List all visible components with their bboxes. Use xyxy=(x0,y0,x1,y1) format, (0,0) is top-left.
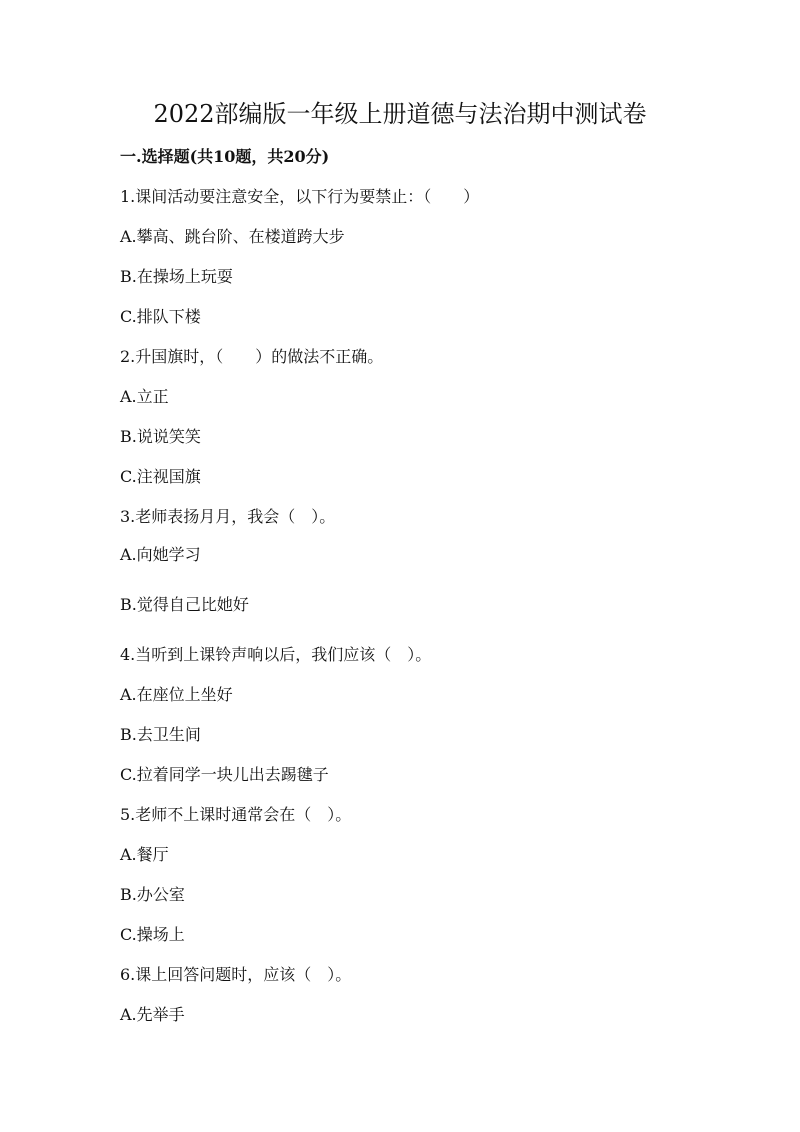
q5-option-a: A.餐厅 xyxy=(120,845,169,864)
question-3: 3.老师表扬月月，我会（ ）。 xyxy=(120,507,336,526)
question-4: 4.当听到上课铃声响以后，我们应该（ ）。 xyxy=(120,645,432,664)
q1-option-c: C.排队下楼 xyxy=(120,307,201,326)
q3-option-a: A.向她学习 xyxy=(120,545,201,564)
question-2: 2.升国旗时，（ ）的做法不正确。 xyxy=(120,347,384,366)
question-1: 1.课间活动要注意安全，以下行为要禁止：（ ） xyxy=(120,187,480,206)
q4-option-c: C.拉着同学一块儿出去踢毽子 xyxy=(120,765,329,784)
q2-option-b: B.说说笑笑 xyxy=(120,427,201,446)
q2-option-c: C.注视国旗 xyxy=(120,467,201,486)
q5-option-c: C.操场上 xyxy=(120,925,185,944)
page-title: 2022部编版一年级上册道德与法治期中测试卷 xyxy=(153,100,647,128)
q4-option-b: B.去卫生间 xyxy=(120,725,201,744)
q6-option-a: A.先举手 xyxy=(120,1005,185,1024)
section-heading: 一.选择题(共10题，共20分) xyxy=(120,147,330,166)
q2-option-a: A.立正 xyxy=(120,387,169,406)
question-5: 5.老师不上课时通常会在（ ）。 xyxy=(120,805,352,824)
q1-option-b: B.在操场上玩耍 xyxy=(120,267,233,286)
q1-option-a: A.攀高、跳台阶、在楼道跨大步 xyxy=(120,227,345,246)
q5-option-b: B.办公室 xyxy=(120,885,185,904)
q3-option-b: B.觉得自己比她好 xyxy=(120,595,249,614)
question-6: 6.课上回答问题时，应该（ ）。 xyxy=(120,965,352,984)
q4-option-a: A.在座位上坐好 xyxy=(120,685,233,704)
